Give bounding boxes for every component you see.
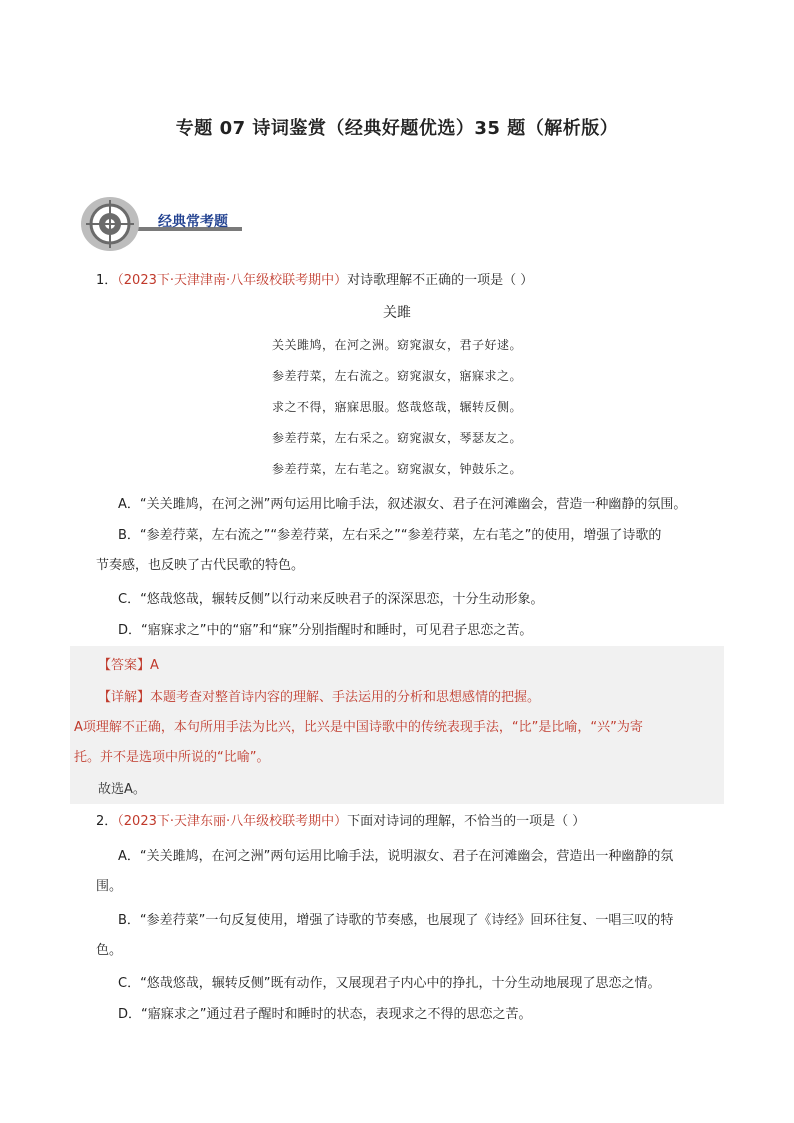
section-label: 经典常考题 [158,214,228,230]
option-b-cont: 节奏感，也反映了古代民歌的特色。 [96,558,305,573]
option-b: B．“参差荇菜”一句反复使用，增强了诗歌的节奏感，也展现了《诗经》回环往复、一唱三叹的特 [118,913,674,928]
option-d: D．“寤寐求之”中的“寤”和“寐”分别指醒时和睡时，可见君子思恋之苦。 [118,623,533,638]
poem-line: 参差荇菜，左右流之。窈窕淑女，寤寐求之。 [272,369,523,383]
answer-line [98,654,159,673]
poem-line: 求之不得，寤寐思服。悠哉悠哉，辗转反侧。 [272,400,523,414]
poem-title: 关雎 [383,305,411,321]
question-text: 下面对诗词的理解，不恰当的一项是（ ） [347,814,586,829]
detail-label: 【详解】 [98,690,151,705]
explanation-line: A项理解不正确，本句所用手法为比兴，比兴是中国诗歌中的传统表现手法，“比”是比喻，“兴”为寄 [74,720,643,735]
poem-line: 关关雎鸠，在河之洲。窈窕淑女，君子好逑。 [272,338,523,352]
question-2-stem [96,811,585,833]
detail-line [98,686,540,705]
question-1-stem [96,270,533,292]
option-c: C．“悠哉悠哉，辗转反侧”既有动作，又展现君子内心中的挣扎，十分生动地展现了思恋之情。 [118,976,661,991]
explanation-line: 托。并不是选项中所说的“比喻”。 [74,750,270,765]
option-a: A．“关关雎鸠，在河之洲”两句运用比喻手法，叙述淑女、君子在河滩幽会，营造一种幽静的氛围。 [118,497,687,512]
section-header [80,192,250,254]
target-icon [80,196,144,252]
page-title: 专题 07 诗词鉴赏（经典好题优选）35 题（解析版） [175,118,619,139]
question-number: 2． [96,814,118,829]
question-source: （2023下·天津津南·八年级校联考期中） [117,273,348,288]
option-b: B．“参差荇菜，左右流之”“参差荇菜，左右采之”“参差荇菜，左右芼之”的使用，增强了诗歌的 [118,528,662,543]
answer-label: 【答案】 [98,658,151,673]
detail-text: 本题考查对整首诗内容的理解、手法运用的分析和思想感情的把握。 [150,690,541,705]
poem-line: 参差荇菜，左右芼之。窈窕淑女，钟鼓乐之。 [272,462,523,476]
option-a: A．“关关雎鸠，在河之洲”两句运用比喻手法，说明淑女、君子在河滩幽会，营造出一种幽静的氛 [118,849,674,864]
question-source: （2023下·天津东丽·八年级校联考期中） [117,814,348,829]
answer-value: A [150,658,159,673]
choose-line: 故选A。 [98,782,146,797]
option-a-cont: 围。 [96,879,123,894]
option-d: D．“寤寐求之”通过君子醒时和睡时的状态，表现求之不得的思恋之苦。 [118,1007,532,1022]
question-text: 对诗歌理解不正确的一项是（ ） [347,273,534,288]
poem-line: 参差荇菜，左右采之。窈窕淑女，琴瑟友之。 [272,431,523,445]
option-b-cont: 色。 [96,943,123,958]
option-c: C．“悠哉悠哉，辗转反侧”以行动来反映君子的深深思恋，十分生动形象。 [118,592,544,607]
question-number: 1． [96,273,118,288]
